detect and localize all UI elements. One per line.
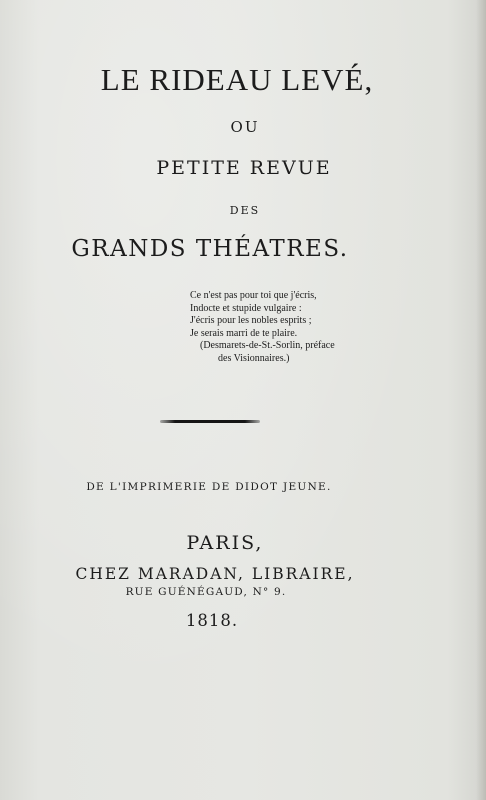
publisher: CHEZ MARADAN, LIBRAIRE,	[75, 565, 355, 583]
preposition: DES	[229, 204, 261, 217]
epigraph-line: Indocte et stupide vulgaire :	[190, 302, 302, 314]
epigraph-line: Ce n'est pas pour toi que j'écris,	[190, 290, 317, 301]
subtitle-end: GRANDS THÉATRES.	[71, 236, 349, 262]
subtitle: PETITE REVUE	[156, 157, 332, 179]
epigraph-attribution: (Desmarets-de-St.-Sorlin, préface	[200, 340, 335, 351]
conjunction: OU	[230, 118, 260, 136]
year: 1818.	[185, 611, 239, 630]
city: PARIS,	[186, 532, 264, 554]
epigraph-attribution-cont: des Visionnaires.)	[218, 352, 290, 364]
address: RUE GUÉNÉGAUD, N° 9.	[125, 586, 287, 598]
epigraph-line: Je serais marri de te plaire.	[190, 327, 298, 339]
decorative-rule	[160, 420, 260, 423]
printer-line: DE L'IMPRIMERIE DE DIDOT JEUNE.	[86, 481, 332, 493]
main-title: LE RIDEAU LEVÉ,	[100, 62, 374, 97]
epigraph	[190, 290, 335, 365]
epigraph-line: J'écris pour les nobles esprits ;	[190, 315, 312, 326]
